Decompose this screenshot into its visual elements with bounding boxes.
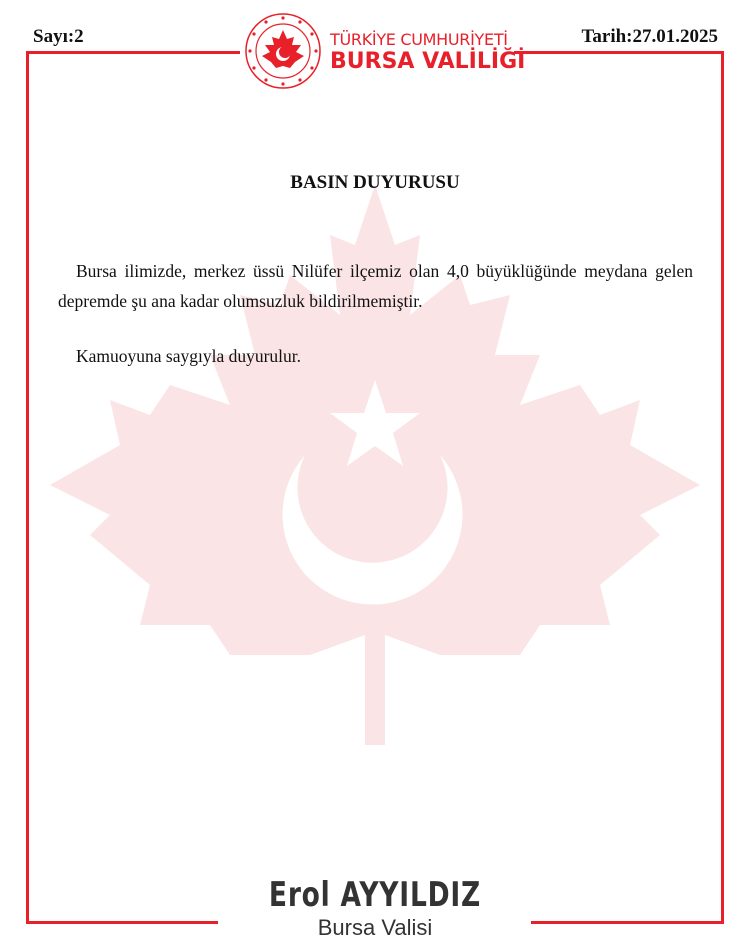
- body-paragraph: Bursa ilimizde, merkez üssü Nilüfer ilçemiz olan 4,0 büyüklüğünde meydana gelen depremde şu ana kadar olumsuzluk bildirilmemiştir.: [58, 261, 693, 311]
- document-number: Sayı:2: [33, 26, 84, 47]
- signatory-name: Erol AYYILDIZ: [268, 875, 482, 915]
- document-title: BASIN DUYURUSU: [290, 172, 460, 193]
- org-name-line2: BURSA VALİLİĞİ: [330, 49, 526, 74]
- signatory-title: Bursa Valisi: [317, 915, 433, 940]
- frame-top-left: [26, 51, 240, 54]
- org-name-line1: TÜRKİYE CUMHURİYETİ: [330, 30, 508, 49]
- governorship-seal-icon: [240, 12, 326, 90]
- closing-line: Kamuoyuna saygıyla duyurulur.: [76, 346, 302, 366]
- frame-top-right: [514, 51, 724, 54]
- document-date: Tarih:27.01.2025: [581, 26, 718, 47]
